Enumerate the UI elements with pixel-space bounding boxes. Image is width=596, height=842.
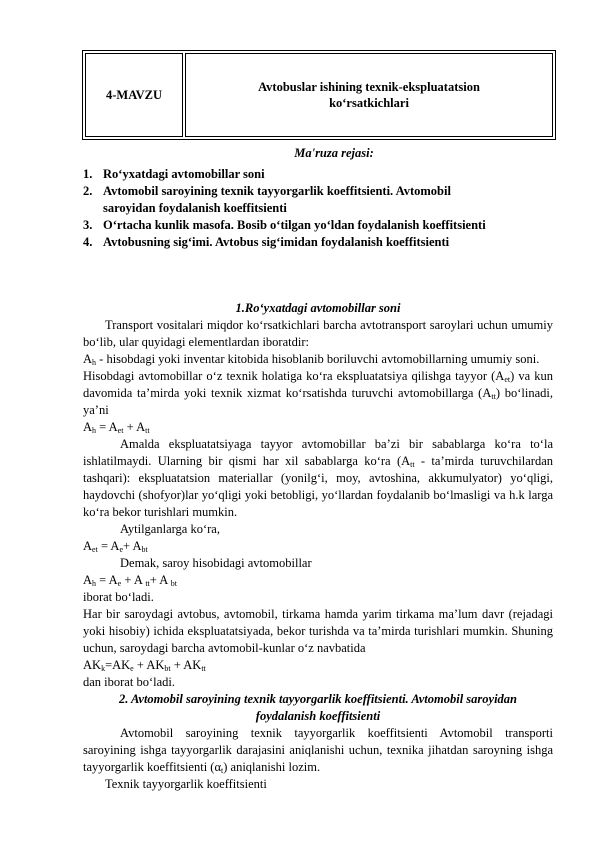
equation-1: $A_h = A_{et} + A_{tt}$ [83,420,150,435]
section-1-title: 1.Ro‘yxatdagi avtomobillar soni [235,301,401,315]
section-1-paragraph-2: $A_h$ - hisobdagi yoki inventar kitobida hisoblanib boriluvchi avtomobillarning umumiy soni. [83,352,540,367]
plan-item-text: Ro‘yxatdagi avtomobillar soni [103,167,265,181]
topic-title-line1: Avtobuslar ishining texnik-ekspluatatsion [258,80,480,94]
plan-item-number: 4. [83,235,93,249]
topic-number-cell [85,53,183,137]
plan-item-text: Avtobusning sig‘imi. Avtobus sig‘imidan foydalanish koeffitsienti [103,235,450,249]
topic-title-cell [185,53,553,137]
plan-item-number: 3. [83,218,93,232]
lecture-plan-list [83,166,553,251]
section-2-title-line1: 2. Avtomobil saroyining texnik tayyorgarlik koeffitsienti. Avtomobil saroyidan [118,692,518,706]
equation-4: $AK_k=AK_e + AK_{bt} + AK_{tt}$ [83,658,206,673]
lecture-plan-title: Ma'ruza rejasi: [294,146,374,160]
lecture-plan-title-wrap [0,144,596,162]
section-1-paragraph-5: Aytilganlarga ko‘ra, [120,522,220,536]
plan-item-text: Avtomobil saroyining texnik tayyorgarlik koeffitsienti. Avtomobil [103,184,451,198]
section-1-paragraph-1: Transport vositalari miqdor ko‘rsatkichlari barcha avtotransport saroylari uchun umumiy bo‘lib, ular quyidagi elementlardan iboratdir: [83,318,553,349]
plan-item [83,234,553,251]
section-2-title [83,691,553,725]
plan-item [83,166,553,183]
section-2-paragraph-2: Texnik tayyorgarlik koeffitsienti [105,777,267,791]
section-1-paragraph-6: Demak, saroy hisobidagi avtomobillar [120,556,312,570]
section-1-paragraph-4: Amalda ekspluatatsiyaga tayyor avtomobillar ba’zi bir sabablarga ko‘ra to‘la ishlatilmaydi. Ularning bir qismi har xil sabablarga ko‘ra ($A_{tt}$ - ta’mirda turuvchilardan tashqari): ekspluatatsion materiallar (yonilg‘i, moy, avtoshina, akkumulyator) yo‘qligi, haydovchi (shofyor)lar yo‘qligi yoki betobligi, yo‘llardan foydalanib bo‘lmasligi va h.k larga ko‘ra bekor turishlari mumkin. [83,437,553,519]
topic-title-line2: ko‘rsatkichlari [329,96,409,110]
plan-item-text-cont: saroyidan foydalanish koeffitsienti [103,201,287,215]
section-1-paragraph-7: iborat bo‘ladi. [83,590,154,604]
topic-header-table [82,50,556,140]
equation-2: $A_{et} = A_e+ A_{bt}$ [83,539,148,554]
plan-item-number: 1. [83,167,93,181]
section-1-paragraph-8: Har bir saroydagi avtobus, avtomobil, tirkama hamda yarim tirkama ma’lum davr (rejadagi yoki hisobiy) ichida ekspluatatsiyada, bekor turishda va ta’mirda turishlari mumkin. Shuning uchun, saroydagi barcha avtomobil-kunlar o‘z navbatida [83,607,553,655]
plan-item-number: 2. [83,184,93,198]
section-2-paragraph-1: Avtomobil saroyining texnik tayyorgarlik koeffitsienti Avtomobil transporti saroyining ishga tayyorgarlik darajasini aniqlanishi uchun, texnika jihatdan saroyning ishga tayyorgarlik koeffitsienti $(\alpha_t)$ aniqlanishi lozim. [83,726,553,775]
plan-item-text: O‘rtacha kunlik masofa. Bosib o‘tilgan yo‘ldan foydalanish koeffitsienti [103,218,486,232]
plan-item [83,217,553,234]
section-1-paragraph-9: dan iborat bo‘ladi. [83,675,175,689]
plan-item [83,183,553,217]
topic-number: 4-MAVZU [105,88,163,102]
section-2-title-line2: foydalanish koeffitsienti [255,709,381,723]
section-1-paragraph-3: Hisobdagi avtomobillar o‘z texnik holatiga ko‘ra ekspluatatsiya qilishga tayyor $(A_{et})$ va kun davomida ta’mirda yoki texnik xizmat ko‘rsatishda turuvchi avtomobillarga $(A_{tt})$ bo‘linadi, ya’ni [83,369,553,417]
equation-3: $A_h = A_e + A$ $_{tt}$+ A $_{bt}$ [83,573,177,588]
section-1 [83,300,553,793]
